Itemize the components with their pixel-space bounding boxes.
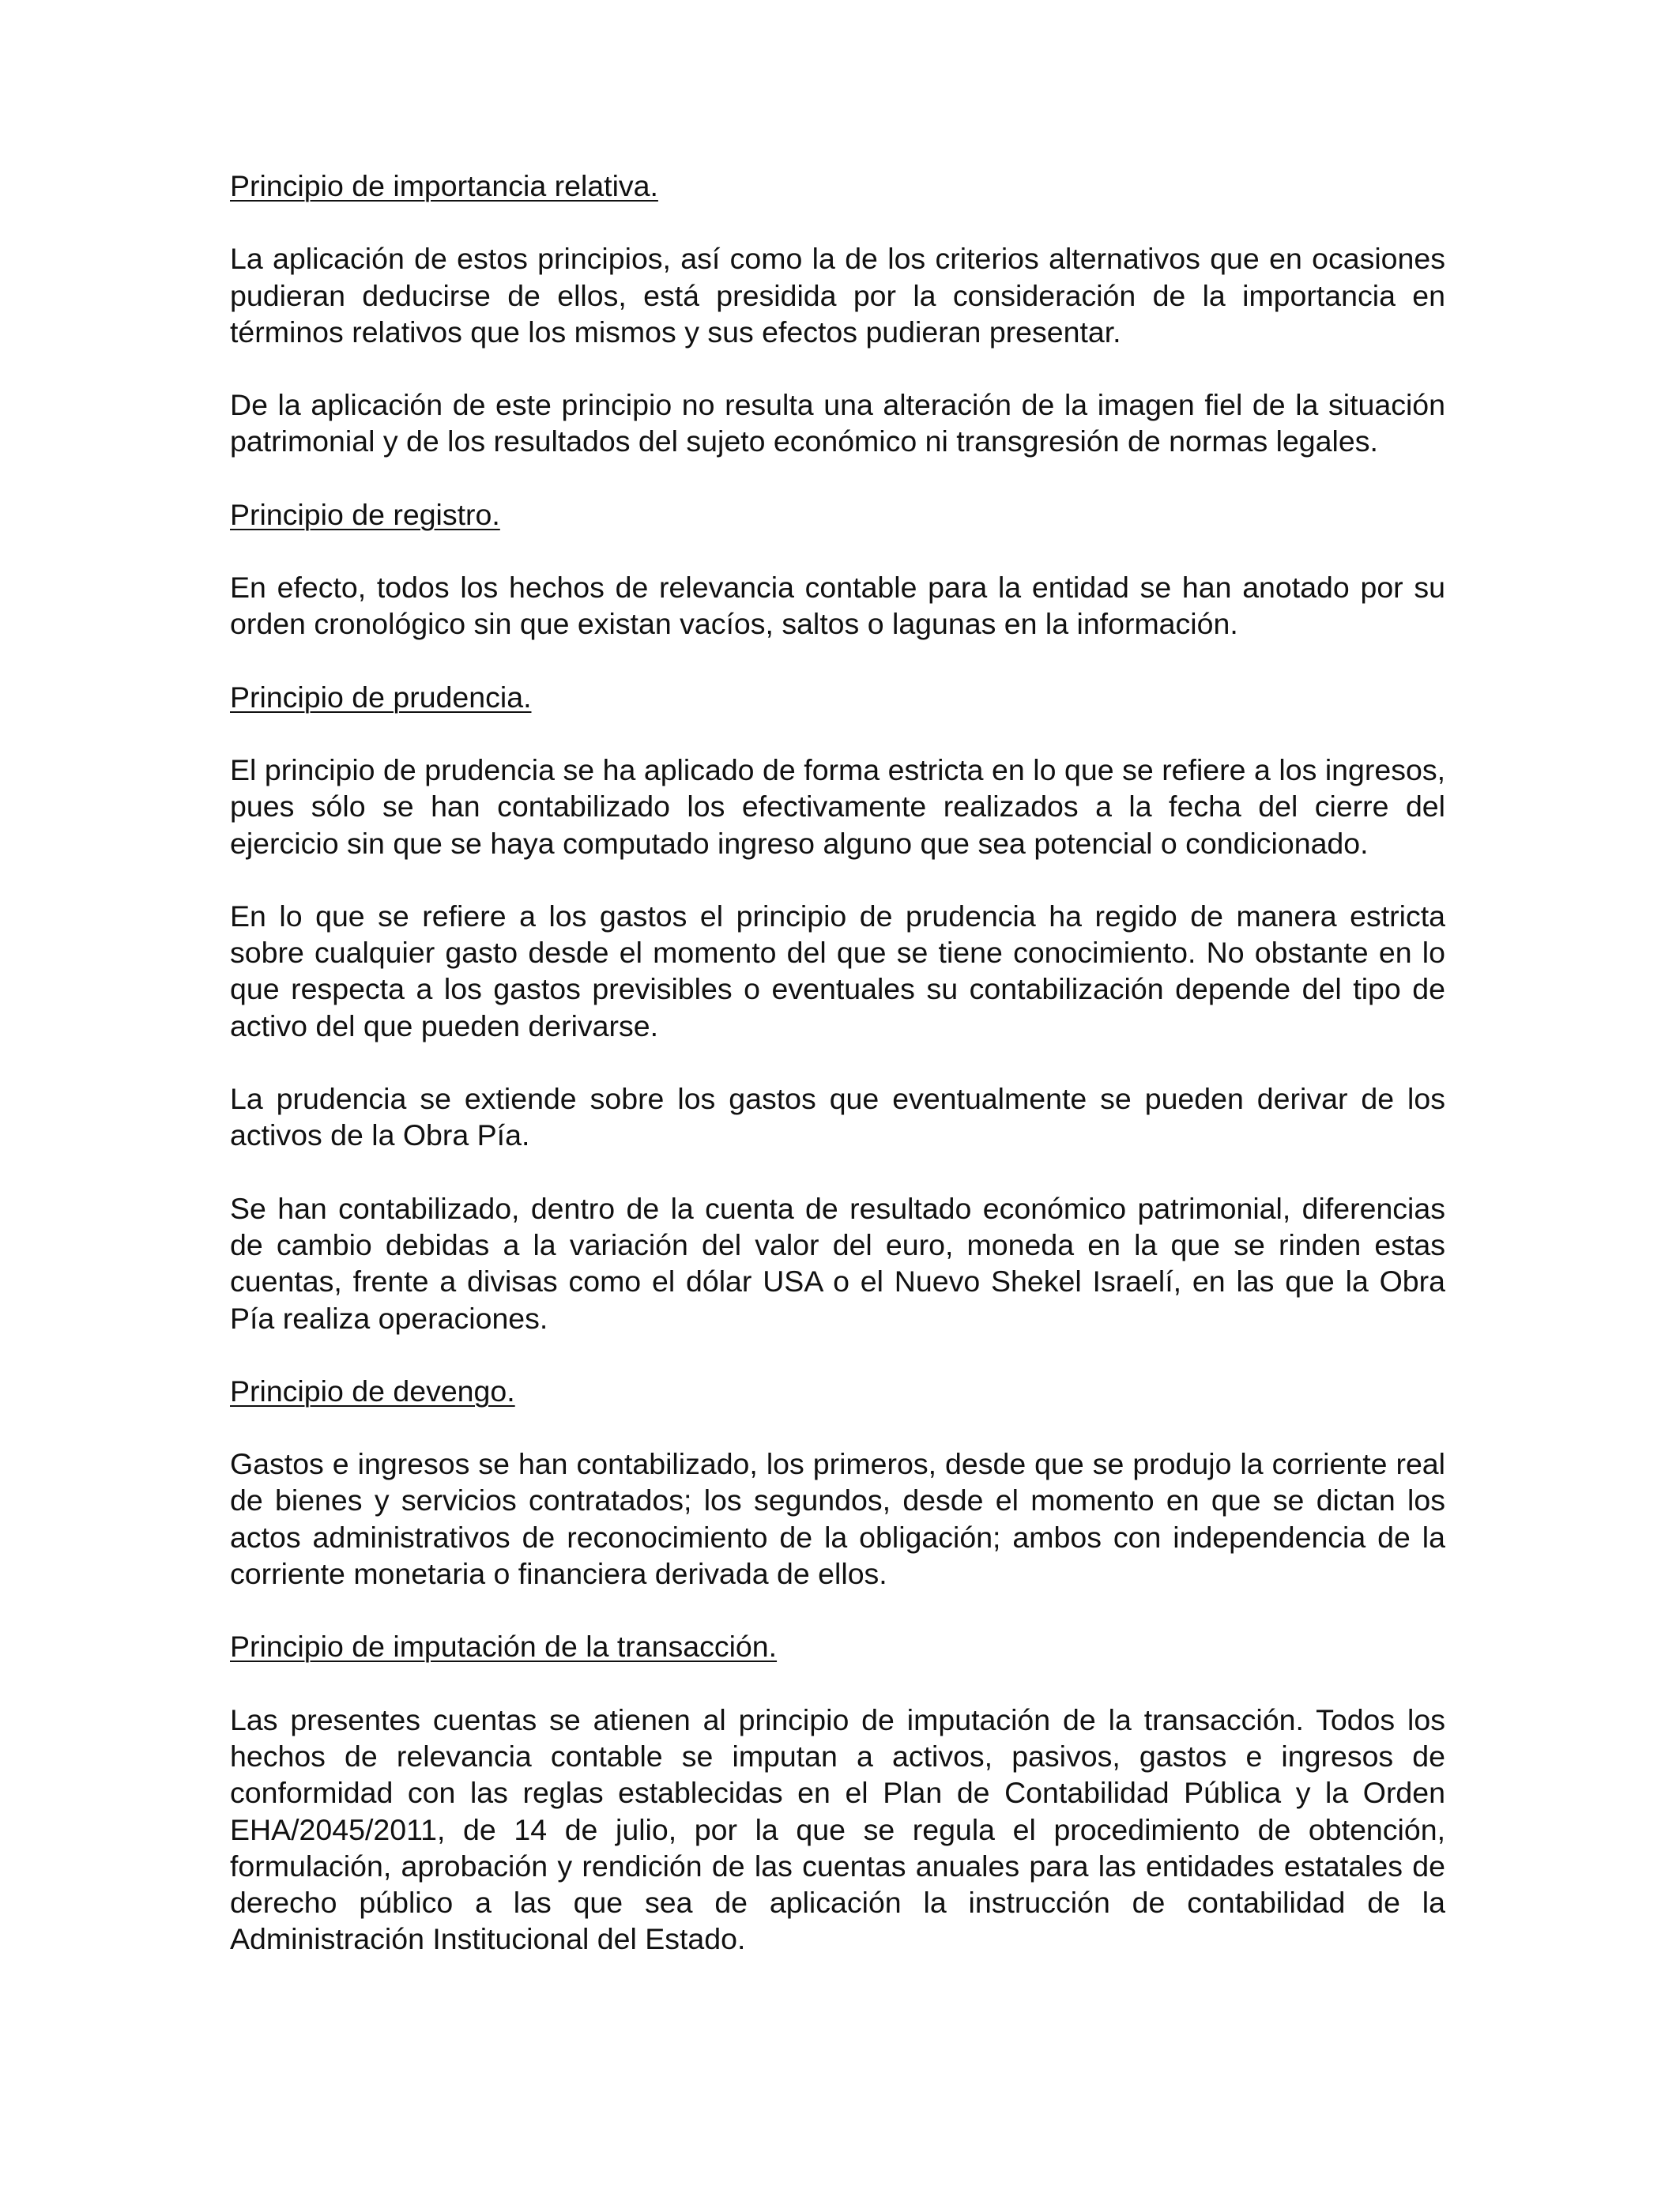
paragraph: Gastos e ingresos se han contabilizado, los primeros, desde que se produjo la corriente real de bienes y servicios contratados; los segundos, desde el momento en que se dictan los actos administrativos de reconocimiento de la obligación; ambos con independencia de la corriente monetaria o financiera derivada de ellos. bbox=[230, 1447, 1445, 1591]
section-heading: Principio de imputación de la transacción. bbox=[230, 1630, 778, 1664]
paragraph: En lo que se refiere a los gastos el principio de prudencia ha regido de manera estricta sobre cualquier gasto desde el momento del que se tiene conocimiento. No obstante en lo que respecta a los gastos previsibles o eventuales su contabilización depende del tipo de activo del que pueden derivarse. bbox=[230, 899, 1445, 1042]
section-prudencia bbox=[230, 679, 1445, 1336]
section-heading: Principio de importancia relativa. bbox=[230, 169, 658, 202]
paragraph: La prudencia se extiende sobre los gastos que eventualmente se pueden derivar de los activos de la Obra Pía. bbox=[230, 1082, 1445, 1152]
paragraph: Se han contabilizado, dentro de la cuenta de resultado económico patrimonial, diferencias de cambio debidas a la variación del valor del euro, moneda en la que se rinden estas cuentas, frente a divisas como el dólar USA o el Nuevo Shekel Israelí, en las que la Obra Pía realiza operaciones. bbox=[230, 1191, 1445, 1335]
section-registro bbox=[230, 496, 1445, 643]
section-heading: Principio de devengo. bbox=[230, 1374, 515, 1408]
paragraph: La aplicación de estos principios, así como la de los criterios alternativos que en ocasiones pudieran deducirse de ellos, está presidida por la consideración de la importancia en términos relativos que los mismos y sus efectos pudieran presentar. bbox=[230, 242, 1445, 349]
document-body bbox=[230, 168, 1445, 1994]
section-heading: Principio de registro. bbox=[230, 497, 500, 531]
paragraph: El principio de prudencia se ha aplicado de forma estricta en lo que se refiere a los ingresos, pues sólo se han contabilizado los efectivamente realizados a la fecha del cierre del ejercicio sin que se haya computado ingreso alguno que sea potencial o condicionado. bbox=[230, 752, 1445, 860]
paragraph: De la aplicación de este principio no resulta una alteración de la imagen fiel de la situación patrimonial y de los resultados del sujeto económico ni transgresión de normas legales. bbox=[230, 388, 1445, 458]
section-heading: Principio de prudencia. bbox=[230, 680, 532, 714]
paragraph: Las presentes cuentas se atienen al principio de imputación de la transacción. Todos los hechos de relevancia contable se imputan a activos, pasivos, gastos e ingresos de conformidad con las reglas establecidas en el Plan de Contabilidad Pública y la Orden EHA/2045/2011, de 14 de julio, por la que se regula el procedimiento de obtención, formulación, aprobación y rendición de las cuentas anuales para las entidades estatales de derecho público a las que sea de aplicación la instrucción de contabilidad de la Administración Institucional del Estado. bbox=[230, 1702, 1445, 1956]
paragraph: En efecto, todos los hechos de relevancia contable para la entidad se han anotado por su orden cronológico sin que existan vacíos, saltos o lagunas en la información. bbox=[230, 571, 1445, 641]
section-devengo bbox=[230, 1373, 1445, 1592]
section-imputacion-transaccion bbox=[230, 1628, 1445, 1957]
section-importancia-relativa bbox=[230, 168, 1445, 460]
